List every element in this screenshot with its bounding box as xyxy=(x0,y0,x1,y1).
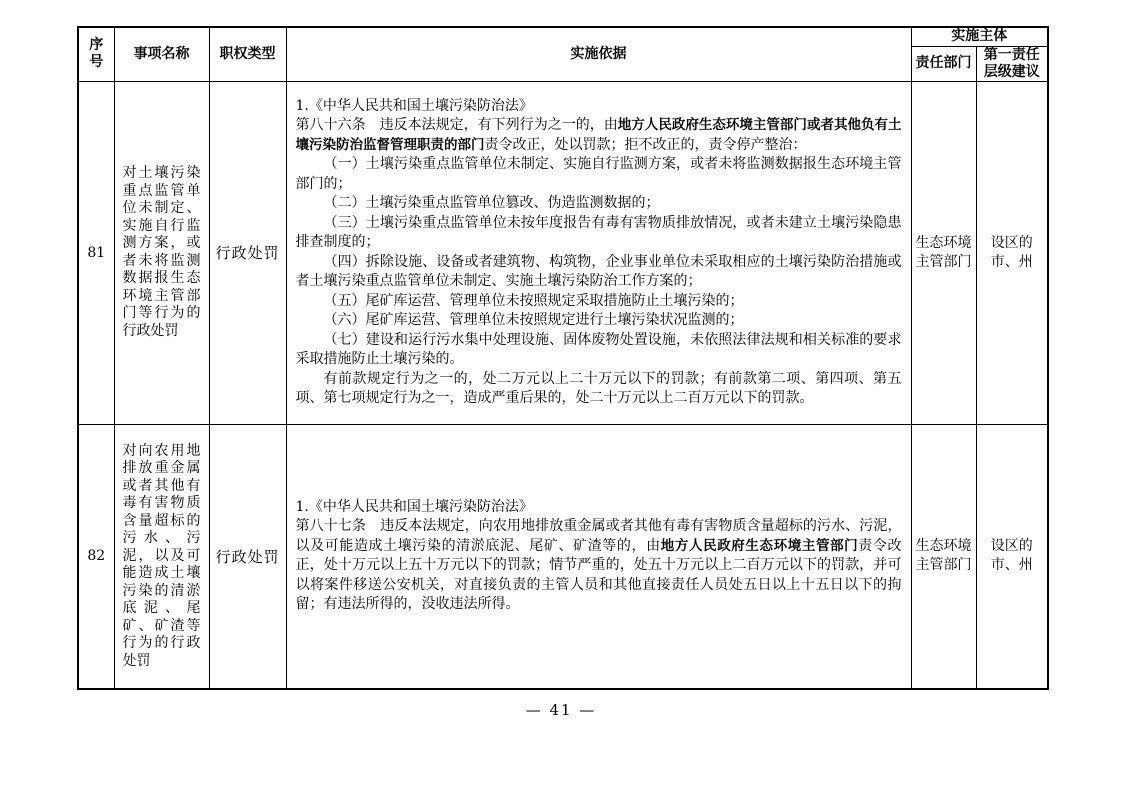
header-implementation-subject: 实施主体 xyxy=(911,27,1048,46)
header-responsible-department: 责任部门 xyxy=(911,46,976,81)
law-paragraph: （二）土壤污染重点监管单位篡改、伪造监测数据的； xyxy=(323,195,660,211)
cell-responsible-department: 生态环境主管部门 xyxy=(911,81,976,424)
law-paragraph: 1.《中华人民共和国土壤污染防治法》 xyxy=(295,97,533,114)
cell-seq: 81 xyxy=(78,81,114,424)
law-paragraph: 第八十七条 违反本法规定，向农用地排放重金属或者其他有毒有害物质含量超标的污水、污泥，以及可能造成土壤污染的清淤底泥、尾矿、矿渣等的，由地方人民政府生态环境主管部门责令改正，处十万元以上五十万元以下的罚款；情节严重的，处五十万元以上二百万元以下的罚款，并可以将案件移送公安机关，对直接负责的主管人员和其他直接责任人员处五日以上十五日以下的拘留；有违法所得的，没收违法所得。 xyxy=(295,518,902,613)
law-paragraph: （四）拆除设施、设备或者建筑物、构筑物，企业事业单位未采取相应的土壤污染防治措施或者土壤污染重点监管单位未制定、实施土壤污染防治工作方案的； xyxy=(295,253,902,289)
cell-first-responsibility-level: 设区的市、州 xyxy=(976,424,1048,689)
header-implementation-basis: 实施依据 xyxy=(286,27,911,81)
law-paragraph: （五）尾矿库运营、管理单位未按照规定采取措施防止土壤污染的； xyxy=(323,292,744,309)
page-number: — 41 — xyxy=(525,701,597,719)
header-seq: 序号 xyxy=(78,27,114,81)
law-paragraph: 第八十六条 违反本法规定，有下列行为之一的，由地方人民政府生态环境主管部门或者其他负有土壤污染防治监督管理职责的部门责令改正，处以罚款；拒不改正的，责令停产整治： xyxy=(295,117,902,153)
law-paragraph: （一）土壤污染重点监管单位未制定、实施自行监测方案，或者未将监测数据报生态环境主管部门的； xyxy=(295,156,902,192)
cell-implementation-basis xyxy=(286,424,911,689)
cell-seq: 82 xyxy=(78,424,114,689)
cell-authority-type: 行政处罚 xyxy=(209,424,286,689)
law-paragraph: （六）尾矿库运营、管理单位未按照规定进行土壤污染状况监测的； xyxy=(323,312,744,328)
law-paragraph: （七）建设和运行污水集中处理设施、固体废物处置设施，未依照法律法规和相关标准的要求采取措施防止土壤污染的。 xyxy=(295,331,902,367)
cell-authority-type: 行政处罚 xyxy=(209,81,286,424)
law-paragraph: 有前款规定行为之一的，处二万元以上二十万元以下的罚款；有前款第二项、第四项、第五项、第七项规定行为之一，造成严重后果的，处二十万元以上二百万元以下的罚款。 xyxy=(295,370,902,406)
law-paragraph: 1.《中华人民共和国土壤污染防治法》 xyxy=(295,498,533,515)
table-row-82 xyxy=(78,424,1048,689)
cell-implementation-basis xyxy=(286,81,911,424)
cell-first-responsibility-level: 设区的市、州 xyxy=(976,81,1048,424)
law-paragraph: （三）土壤污染重点监管单位未按年度报告有毒有害物质排放情况，或者未建立土壤污染隐患排查制度的； xyxy=(295,214,902,250)
cell-item-name: 对土壤污染重点监管单位未制定、实施自行监测方案，或者未将监测数据报生态环境主管部门等行为的行政处罚 xyxy=(114,81,209,424)
cell-item-name: 对向农用地排放重金属或者其他有毒有害物质含量超标的污水、污泥，以及可能造成土壤污染的清淤底泥、尾矿、矿渣等行为的行政处罚 xyxy=(114,424,209,689)
table-row-81 xyxy=(78,81,1048,424)
cell-responsible-department: 生态环境主管部门 xyxy=(911,424,976,689)
header-item-name: 事项名称 xyxy=(114,27,209,81)
header-authority-type: 职权类型 xyxy=(209,27,286,81)
authority-matrix-table xyxy=(77,26,1049,690)
header-first-responsibility-level: 第一责任层级建议 xyxy=(976,46,1048,81)
